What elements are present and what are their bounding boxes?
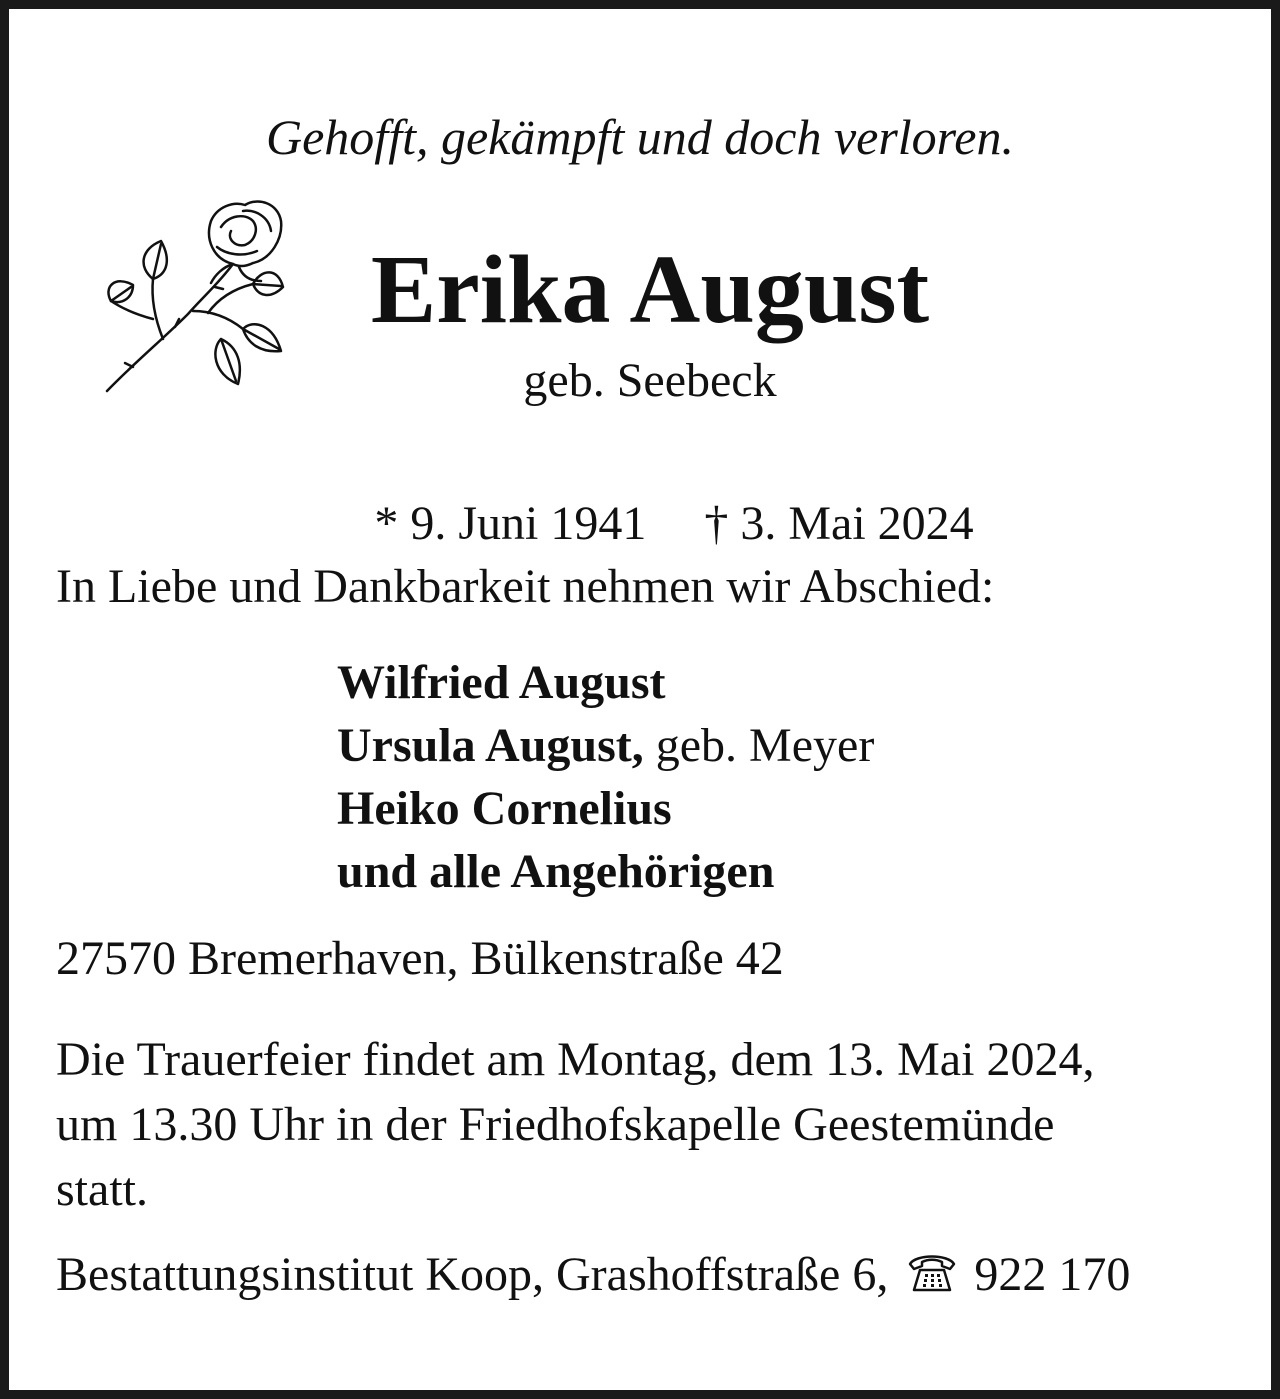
mourner-name: Wilfried August xyxy=(337,656,666,709)
deceased-name: Erika August xyxy=(370,236,930,344)
service-line: Die Trauerfeier findet am Montag, dem 13. Mai 2024, xyxy=(56,1033,1095,1086)
mourners-list xyxy=(337,651,874,903)
birth-date: * 9. Juni 1941 xyxy=(374,497,647,550)
service-line: statt. xyxy=(56,1163,148,1216)
mourner-name: Heiko Cornelius xyxy=(337,782,672,835)
mourner-name: und alle Angehörigen xyxy=(337,845,775,898)
family-address: 27570 Bremerhaven, Bülkenstraße 42 xyxy=(56,932,784,985)
mourner-line xyxy=(337,714,874,777)
funeral-home-phone: 922 170 xyxy=(974,1248,1131,1301)
maiden-name: geb. Seebeck xyxy=(523,354,777,407)
death-date: † 3. Mai 2024 xyxy=(704,497,974,550)
mourner-line xyxy=(337,777,874,840)
mourner-name: Ursula August, xyxy=(337,719,644,772)
mourner-suffix: geb. Meyer xyxy=(643,719,875,772)
funeral-home-text: Bestattungsinstitut Koop, Grashoffstraße 6, xyxy=(56,1248,889,1301)
service-line: um 13.30 Uhr in der Friedhofskapelle Geestemünde xyxy=(56,1098,1055,1151)
mourner-line xyxy=(337,651,874,714)
funeral-home xyxy=(56,1246,1130,1304)
motto: Gehofft, gekämpft und doch verloren. xyxy=(266,109,1014,165)
farewell-intro: In Liebe und Dankbarkeit nehmen wir Abschied: xyxy=(56,560,995,613)
telephone-icon xyxy=(906,1250,958,1294)
mourner-line xyxy=(337,840,874,903)
service-details xyxy=(56,1027,1256,1222)
